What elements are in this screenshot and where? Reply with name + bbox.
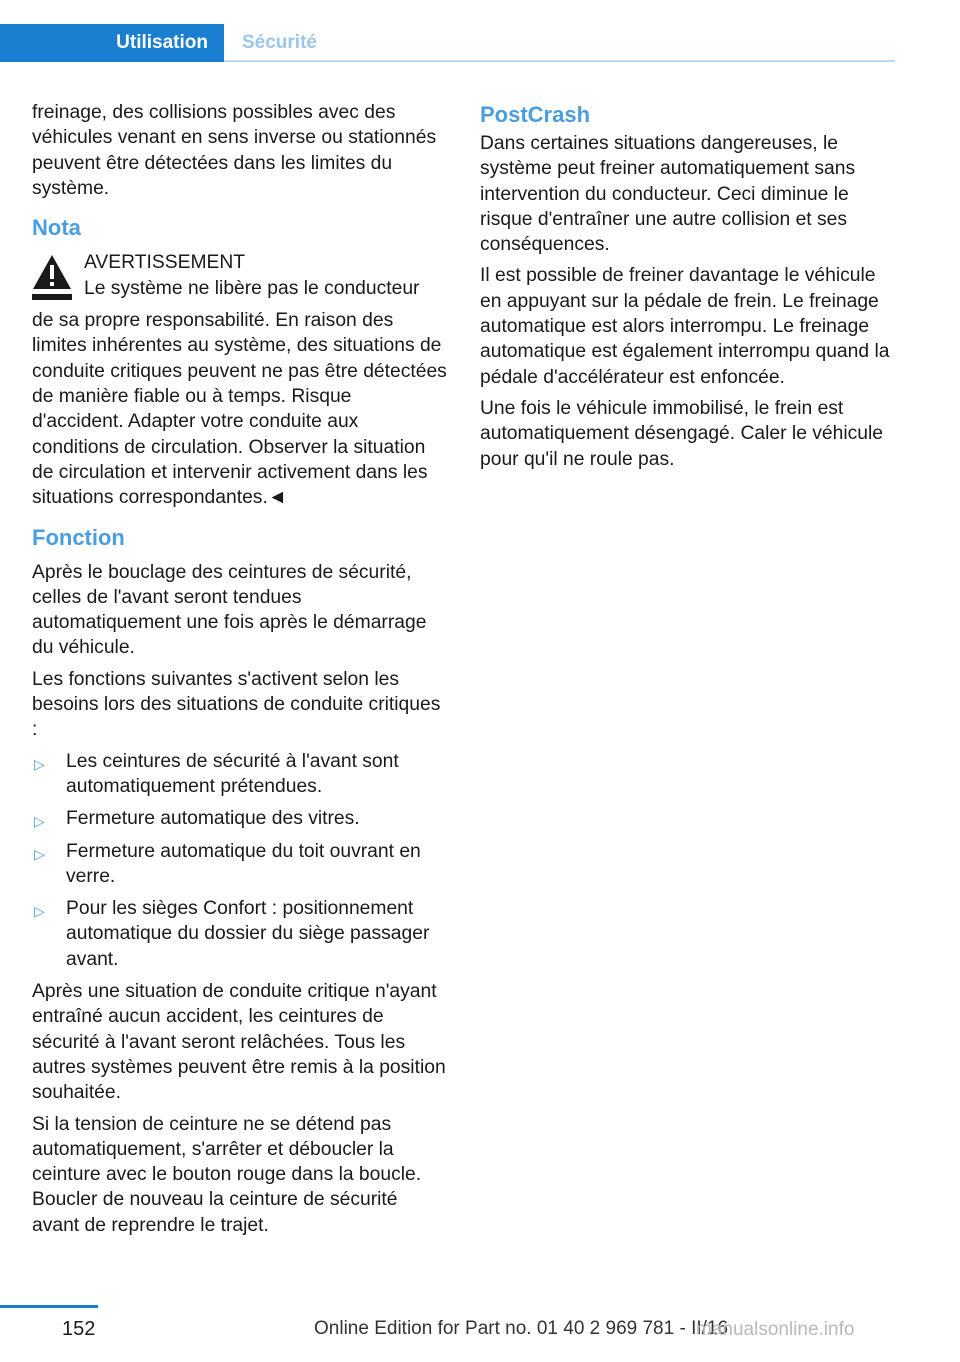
- tab-securite[interactable]: Sécurité: [242, 32, 317, 53]
- nota-heading: Nota: [32, 215, 81, 241]
- fonction-paragraph-3: Après une situation de conduite critique n'ayant entraîné aucun accident, les ceintures de sécurité à l'avant seront relâchées. Tous les autres systèmes peuvent être remis à la position souhaitée.: [32, 981, 446, 1104]
- top-bar: [0, 0, 960, 64]
- warning-lead: Le système ne libère pas le conducteur: [84, 278, 420, 300]
- triangle-bullet-icon: ▷: [34, 903, 45, 920]
- warning-title: AVERTISSEMENT: [84, 252, 246, 274]
- triangle-bullet-icon: ▷: [34, 813, 45, 830]
- list-item: ▷ Les ceintures de sécurité à l'avant sont automatiquement prétendues.: [34, 750, 399, 797]
- postcrash-heading: PostCrash: [480, 102, 591, 127]
- intro-paragraph: freinage, des collisions possibles avec des véhicules venant en sens inverse ou stationnés peuvent être détectées dans les limites du système.: [32, 102, 437, 199]
- list-item: ▷ Fermeture automatique des vitres.: [32, 806, 447, 831]
- header-rule: [224, 60, 895, 62]
- fonction-heading: Fonction: [32, 524, 125, 550]
- postcrash-paragraph-3: Une fois le véhicule immobilisé, le frein est automatiquement désengagé. Caler le véhicule pour qu'il ne roule pas.: [480, 397, 884, 470]
- postcrash-paragraph-1: Dans certaines situations dangereuses, le système peut freiner automatiquement sans intervention du conducteur. Ceci diminue le risque d'entraîner une autre collision et ses conséquences.: [480, 133, 856, 256]
- function-list: [32, 749, 447, 972]
- triangle-bullet-icon: ▷: [34, 845, 45, 862]
- warning-triangle-icon: [32, 254, 72, 290]
- list-item: ▷ Fermeture automatique du toit ouvrant en verre.: [34, 840, 421, 887]
- left-column: [32, 100, 447, 1244]
- tab-utilisation[interactable]: Utilisation: [0, 24, 224, 62]
- warning-block: [32, 250, 447, 510]
- postcrash-paragraph-2: Il est possible de freiner davantage le véhicule en appuyant sur la pédale de frein. Le freinage automatique est alors interrompu. Le freinage automatique est également interrompu quand la pédale d'accélérateur est enfoncée.: [480, 265, 890, 388]
- watermark: manualsonline.info: [696, 1319, 855, 1340]
- warning-text: de sa propre responsabilité. En raison des limites inhérentes au système, des situations de conduite critiques peuvent ne pas être détectées de manière fiable ou à temps. Risque d'accident. Adapter votre conduite aux conditions de circulation. Observer la situation de circulation et intervenir activement dans les situations correspondantes.◄: [32, 310, 447, 509]
- footer-rule: [0, 1305, 98, 1308]
- fonction-paragraph-4: Si la tension de ceinture ne se détend pas automatiquement, s'arrêter et déboucler la ceinture avec le bouton rouge dans la boucle. Boucler de nouveau la ceinture de sécurité avant de reprendre le trajet.: [32, 1113, 422, 1236]
- triangle-bullet-icon: ▷: [34, 755, 45, 772]
- fonction-paragraph-1: Après le bouclage des ceintures de sécurité, celles de l'avant seront tendues automatiquement une fois après le démarrage du véhicule.: [32, 561, 427, 659]
- warning-icon-bar: [32, 294, 72, 300]
- edition-note: Online Edition for Part no. 01 40 2 969 781 - II/16: [314, 1318, 729, 1339]
- list-item: ▷ Pour les sièges Confort : positionnement automatique du dossier du siège passager avant.: [34, 898, 430, 970]
- page-number: 152: [62, 1318, 96, 1340]
- fonction-paragraph-2: Les fonctions suivantes s'activent selon les besoins lors des situations de conduite critiques :: [32, 668, 441, 741]
- right-column: [480, 102, 895, 478]
